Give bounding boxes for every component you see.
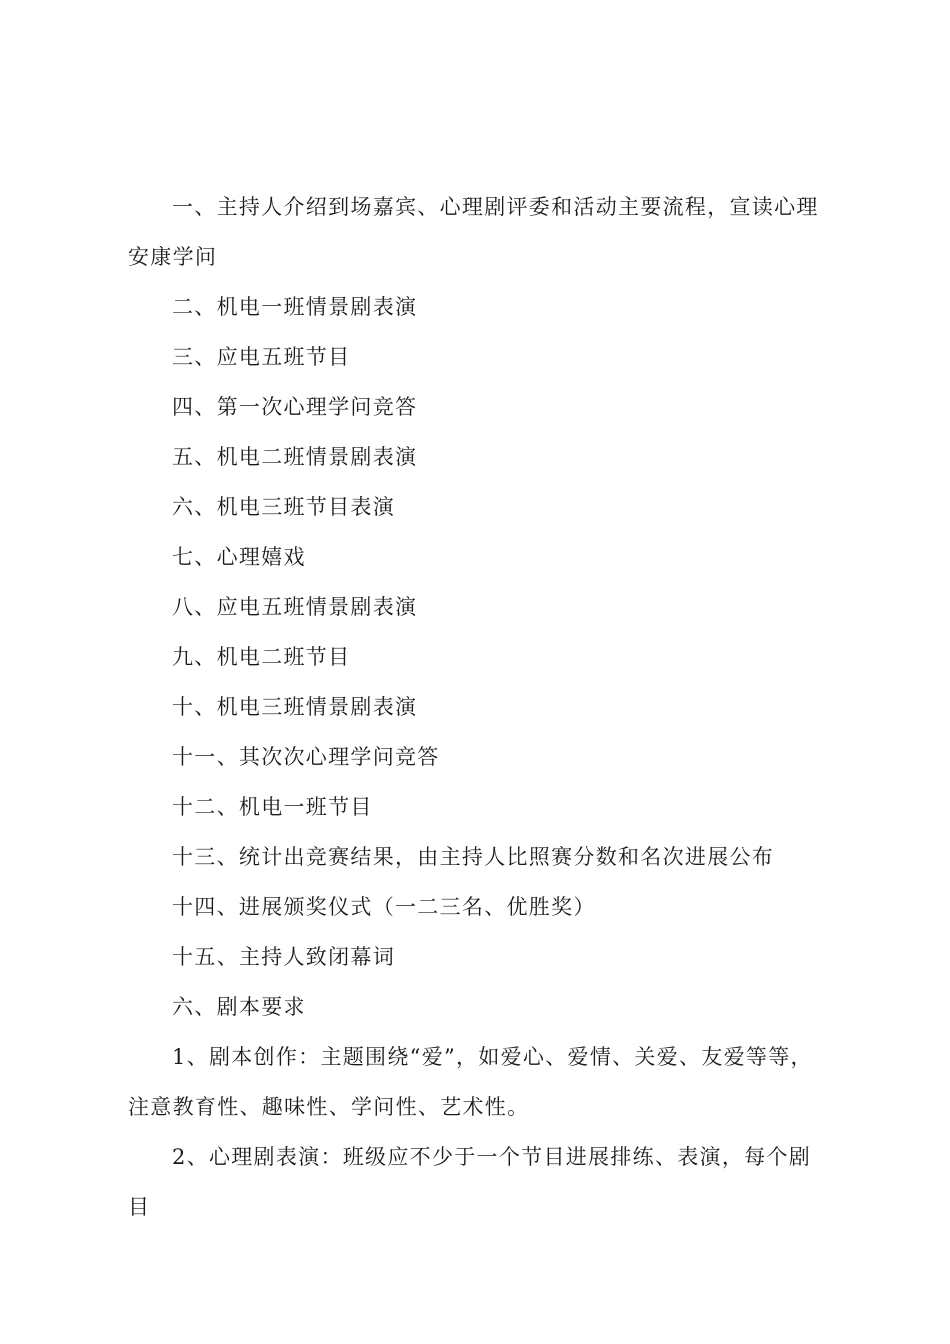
section-heading-script-requirements: 六、剧本要求 [172,995,306,1019]
paragraph-item-10: 十、机电三班情景剧表演 [172,695,418,719]
paragraph-item-2: 二、机电一班情景剧表演 [172,295,418,319]
paragraph-item-11: 十一、其次次心理学问竞答 [172,745,440,769]
paragraph-item-12: 十二、机电一班节目 [172,795,373,819]
paragraph-psychodrama-performance: 2、心理剧表演：班级应不少于一个节目进展排练、表演，每个剧目 [128,1145,812,1219]
paragraph-item-8: 八、应电五班情景剧表演 [172,595,418,619]
document-body [128,182,832,1232]
paragraph-item-6: 六、机电三班节目表演 [172,495,395,519]
paragraph-item-5: 五、机电二班情景剧表演 [172,445,418,469]
paragraph-host-intro: 一、主持人介绍到场嘉宾、心理剧评委和活动主要流程，宣读心理安康学问 [128,195,819,269]
paragraph-item-13: 十三、统计出竞赛结果，由主持人比照赛分数和名次进展公布 [172,845,775,869]
paragraph-item-4: 四、第一次心理学问竞答 [172,395,418,419]
paragraph-item-9: 九、机电二班节目 [172,645,351,669]
paragraph-script-creation: 1、剧本创作：主题围绕“爱”，如爱心、爱情、关爱、友爱等等，注意教育性、趣味性、学问性、艺术性。 [128,1045,813,1119]
paragraph-item-3: 三、应电五班节目 [172,345,351,369]
paragraph-item-15: 十五、主持人致闭幕词 [172,945,395,969]
paragraph-item-14: 十四、进展颁奖仪式（一二三名、优胜奖） [172,895,596,919]
paragraph-item-7: 七、心理嬉戏 [172,545,306,569]
